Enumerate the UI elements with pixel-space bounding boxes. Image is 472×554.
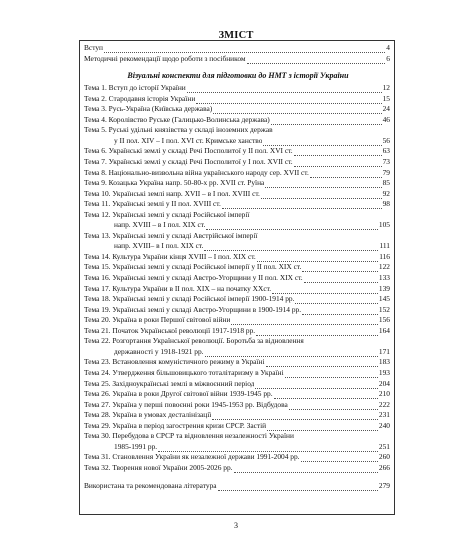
- toc-page-number: 210: [378, 389, 390, 399]
- toc-page-number: 204: [378, 378, 390, 388]
- toc-topic-row: [84, 315, 390, 325]
- toc-page-number: 266: [378, 462, 390, 472]
- toc-entry-text: Тема 26. Україна в роки Другої світової війни 1939-1945 рр.: [84, 389, 273, 399]
- toc-page-number: 183: [378, 357, 390, 367]
- toc-topic-row: [84, 410, 390, 420]
- toc-entry-text: Тема 18. Українські землі у складі Російської імперії 1900-1914 рр.: [84, 294, 295, 304]
- toc-intro-row: [84, 54, 390, 64]
- toc-topic-row: [84, 463, 390, 473]
- dot-leader: [256, 327, 378, 336]
- toc-entry-text: Тема 16. Українські землі у складі Австро-Угорщини у ІІ пол. XIX ст.: [84, 273, 303, 282]
- dot-leader: [304, 274, 378, 283]
- toc-entry-text: Тема 28. Україна в умовах десталінізації: [84, 410, 212, 420]
- toc-entry-text: Тема 15. Українські землі у складі Російської імперії у ІІ пол. XIX ст.: [84, 262, 302, 272]
- toc-topic-row: [84, 452, 390, 462]
- toc-entry-text: Вступ: [84, 43, 103, 52]
- toc-entry-text: Тема 6. Українські землі у складі Речі Посполитої у ІІ пол. XVI ст.: [84, 146, 293, 156]
- toc-entry-text: Тема 11. Українські землі у ІІ пол. XVIII ст.: [84, 199, 221, 209]
- toc-topic-row: [84, 400, 390, 410]
- toc-page-number: 164: [378, 325, 390, 335]
- section-heading: Візуальні конспекти для підготовки до НМТ з історії України: [127, 71, 349, 81]
- toc-entry-text: Тема 20. Україна в роки Першої світової війни: [84, 315, 231, 325]
- toc-entry-text: напр. XVIII – в І пол. XIX ст.: [114, 220, 206, 230]
- toc-page-number: 12: [382, 83, 390, 93]
- dot-leader: [271, 116, 382, 125]
- toc-entry-text: Тема 17. Культура України в ІІ пол. XIX – на початку XXст.: [84, 283, 272, 293]
- dot-leader: [196, 95, 381, 104]
- dot-leader: [289, 401, 378, 410]
- dot-leader: [285, 369, 378, 378]
- toc-topic-row: [84, 368, 390, 378]
- toc-page-number: 193: [378, 367, 390, 377]
- toc-page-number: 240: [378, 420, 390, 430]
- toc-intro-row: [84, 43, 390, 53]
- toc-entry-text: Тема 9. Козацька Україна напр. 50-80-х рр. XVII ст. Руїна: [84, 178, 265, 188]
- toc-topic-row: Тема 13. Українські землі у складі Австрійської імперії: [84, 230, 258, 240]
- toc-topic-row: [84, 379, 390, 389]
- dot-leader: [295, 295, 377, 304]
- toc-topic-row: [84, 178, 390, 188]
- toc-page-number: 139: [378, 283, 390, 293]
- toc-topic-row: [84, 168, 390, 178]
- page-title: ЗМІСТ: [218, 30, 254, 41]
- toc-topic-continuation: [114, 241, 390, 251]
- toc-entry-text: Тема 31. Становлення України як незалежної держави 1991-2004 рр.: [84, 452, 300, 462]
- dot-leader: [261, 190, 382, 199]
- toc-entry-text: Тема 27. Україна у перші повоєнні роки 1945-1953 рр. Відбудова: [84, 399, 288, 409]
- dot-leader: [294, 147, 382, 156]
- toc-entry-text: Тема 14. Культура України кінця XVIII – І пол. XIX ст.: [84, 251, 256, 261]
- dot-leader: [255, 380, 377, 389]
- dot-leader: [222, 200, 382, 209]
- toc-page-number: 145: [378, 294, 390, 304]
- dot-leader: [104, 44, 385, 53]
- toc-page-number: 156: [378, 315, 390, 325]
- toc-entry-text: Тема 21. Початок Української революції 1917-1918 рр.: [84, 325, 256, 335]
- dot-leader: [212, 411, 378, 420]
- toc-topic-row: [84, 305, 390, 315]
- dot-leader: [213, 105, 381, 114]
- toc-topic-row: [84, 357, 390, 367]
- toc-page-number: 222: [378, 399, 390, 409]
- toc-page-number: 15: [382, 93, 390, 103]
- toc-topic-row: [84, 189, 390, 199]
- toc-entry-text: Тема 4. Королівство Руське (Галицько-Волинська держава): [84, 114, 270, 124]
- toc-topic-row: [84, 94, 390, 104]
- toc-topic-row: [84, 252, 390, 262]
- toc-entry-text: Використана та рекомендована література: [84, 481, 217, 491]
- toc-page-number: 111: [379, 241, 390, 251]
- toc-entry-text: Тема 2. Стародавня історія України: [84, 93, 196, 103]
- toc-topic-row: [84, 104, 390, 114]
- toc-topic-row: Тема 12. Українські землі у складі Російської імперії: [84, 209, 250, 219]
- dot-leader: [205, 348, 378, 357]
- toc-topic-row: [84, 199, 390, 209]
- dot-leader: [204, 242, 378, 251]
- toc-entry-text: Тема 8. Національно-визвольна війна українського народу сер. XVII ст.: [84, 167, 309, 177]
- toc-entry-text: Тема 7. Українські землі у складі Речі Посполитої у І пол. XVII ст.: [84, 156, 293, 166]
- dot-leader: [218, 482, 378, 491]
- toc-page-number: 105: [378, 220, 390, 230]
- toc-page-number: 46: [382, 114, 390, 124]
- toc-page-number: 260: [378, 452, 390, 462]
- toc-page-number: 171: [378, 346, 390, 356]
- toc-topic-row: [84, 326, 390, 336]
- dot-leader: [234, 464, 378, 473]
- toc-entry-text: Тема 25. Західноукраїнські землі в міжвоєнний період: [84, 378, 255, 388]
- toc-page-number: 98: [382, 199, 390, 209]
- toc-entry-text: Тема 3. Русь-Україна (Київська держава): [84, 104, 213, 114]
- toc-page-number: 251: [378, 441, 390, 451]
- toc-page-number: 79: [382, 167, 390, 177]
- toc-topic-row: [84, 157, 390, 167]
- toc-page-number: 122: [378, 262, 390, 272]
- toc-topic-row: [84, 262, 390, 272]
- toc-page-number: 152: [378, 304, 390, 314]
- dot-leader: [274, 390, 378, 399]
- toc-entry-text: державності у 1918-1921 рр.: [114, 346, 204, 356]
- toc-page-number: 92: [382, 188, 390, 198]
- toc-entry-text: Тема 19. Українські землі у складі Австро-Угорщини в 1900-1914 рр.: [84, 304, 302, 314]
- toc-entry-text: 1985-1991 рр.: [114, 441, 158, 451]
- dot-leader: [302, 263, 378, 272]
- dot-leader: [294, 158, 382, 167]
- dot-leader: [231, 316, 377, 325]
- toc-page-number: 279: [378, 481, 390, 491]
- toc-entry-text: Методичні рекомендації щодо роботи з посібником: [84, 53, 246, 63]
- toc-references-row: [84, 481, 390, 491]
- toc-page-number: 73: [382, 156, 390, 166]
- toc-topic-row: [84, 389, 390, 399]
- toc-page-number: 56: [382, 135, 390, 145]
- dot-leader: [310, 169, 382, 178]
- toc-topic-row: [84, 294, 390, 304]
- toc-topic-row: [84, 421, 390, 431]
- toc-entry-text: напр. XVIII– в І пол. XIX ст.: [114, 241, 204, 251]
- toc-topic-continuation: [114, 442, 390, 452]
- dot-leader: [265, 179, 381, 188]
- toc-entry-text: Тема 32. Творення нової України 2005-2026 рр.: [84, 462, 233, 472]
- page-number: 3: [234, 521, 238, 530]
- dot-leader: [187, 84, 382, 93]
- dot-leader: [266, 358, 378, 367]
- toc-topic-row: Тема 5. Руські удільні князівства у складі іноземних держав: [84, 125, 273, 135]
- toc-page-number: 133: [378, 273, 390, 282]
- toc-topic-row: [84, 146, 390, 156]
- toc-frame: [79, 40, 395, 515]
- toc-page-number: 116: [379, 251, 390, 261]
- toc-topic-row: [84, 284, 390, 294]
- dot-leader: [257, 253, 378, 262]
- dot-leader: [206, 221, 378, 230]
- toc-entry-text: Тема 23. Встановлення комуністичного режиму в Україні: [84, 357, 265, 367]
- dot-leader: [302, 306, 378, 315]
- toc-topic-row: Тема 22. Розгортання Української революції. Боротьба за відновлення: [84, 336, 304, 346]
- dot-leader: [267, 422, 378, 431]
- toc-page-number: 63: [382, 146, 390, 156]
- toc-page-number: 24: [382, 104, 390, 114]
- toc-entry-text: Тема 29. Україна в період загострення кризи СРСР. Застій: [84, 420, 267, 430]
- toc-page-number: 231: [378, 410, 390, 420]
- dot-leader: [263, 137, 381, 146]
- toc-page-number: 6: [386, 53, 390, 63]
- toc-entry-text: Тема 10. Українські землі напр. XVII – в І пол. XVIII ст.: [84, 188, 260, 198]
- toc-entry-text: у ІІ пол. XIV – І пол. XVI ст. Кримське ханство: [114, 135, 263, 145]
- toc-topic-row: Тема 30. Перебудова в СРСР та відновлення незалежності України: [84, 431, 294, 441]
- dot-leader: [247, 55, 386, 64]
- toc-topic-continuation: [114, 136, 390, 146]
- toc-topic-continuation: [114, 347, 390, 357]
- dot-leader: [301, 453, 378, 462]
- toc-page-number: 4: [386, 43, 390, 52]
- toc-page-number: 85: [382, 178, 390, 188]
- toc-topic-row: [84, 273, 390, 283]
- dot-leader: [272, 285, 378, 294]
- toc-entry-text: Тема 24. Утвердження більшовицького тоталітаризму в Україні: [84, 367, 284, 377]
- toc-topic-row: [84, 115, 390, 125]
- toc-topic-continuation: [114, 220, 390, 230]
- dot-leader: [158, 443, 378, 452]
- toc-entry-text: Тема 1. Вступ до історії України: [84, 83, 186, 93]
- toc-topic-row: [84, 83, 390, 93]
